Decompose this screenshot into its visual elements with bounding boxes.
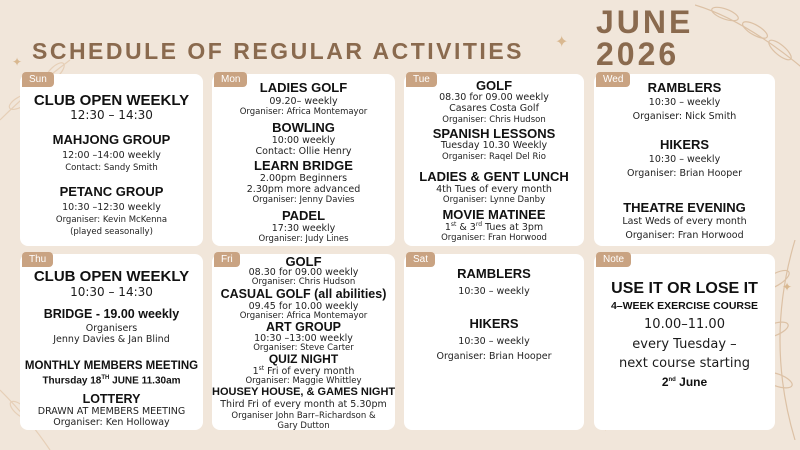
year-label: 2026 (596, 36, 680, 72)
activity-title: CASUAL GOLF (all abilities) (220, 287, 387, 301)
activity-time: 10:30 – 14:30 (70, 285, 153, 299)
activity-organiser: Organiser: Africa Montemayor (239, 107, 368, 117)
activity-contact: Contact: Ollie Henry (255, 146, 352, 157)
activity-title: HIKERS (659, 137, 710, 152)
activity-organiser: Organiser: Jenny Davies (252, 195, 355, 205)
activity-time: 10:30 – weekly (648, 97, 721, 108)
activity-time: Thursday 18TH JUNE 11.30am (42, 375, 181, 387)
activity-organiser: Organiser John Barr–Richardson & (231, 411, 376, 421)
day-card-fri (212, 254, 395, 430)
activity-organiser: Organiser: Steve Carter (253, 343, 354, 353)
activity-time: 10:30 – weekly (648, 154, 721, 165)
activity-time: 2.30pm more advanced (246, 184, 361, 195)
activity-title: CLUB OPEN WEEKLY (33, 92, 190, 109)
activity-time: Third Fri of every month at 5.30pm (220, 399, 387, 410)
activity-organiser: Organiser: Judy Lines (258, 234, 349, 244)
activity-organiser: Organiser: Maggie Whittley (245, 376, 362, 386)
activity-organiser: Organiser: Kevin McKenna (55, 215, 168, 225)
activity-time: Tuesday 10.30 Weekly (440, 140, 548, 151)
activity-title: RAMBLERS (457, 266, 531, 281)
note-subtitle: 4–WEEK EXERCISE COURSE (610, 300, 759, 312)
day-card-sat (404, 254, 584, 430)
activity-time: 1st Fri of every month (252, 365, 355, 378)
activity-organiser: Gary Dutton (277, 421, 330, 431)
activity-contact: Contact: Sandy Smith (65, 163, 158, 173)
day-card-mon (212, 74, 395, 246)
sparkle-icon: ✦ (782, 280, 793, 294)
activity-time: 12:30 – 14:30 (70, 108, 153, 122)
activity-title: PETANC GROUP (59, 184, 164, 199)
note-time: 10.00–11.00 (644, 317, 725, 332)
activity-time: 10:30 – weekly (458, 336, 530, 347)
note-title: USE IT OR LOSE IT (611, 280, 758, 297)
activity-title: CLUB OPEN WEEKLY (33, 268, 190, 285)
activity-time: 09.20– weekly (269, 96, 338, 107)
activity-organiser: Organiser: Chris Hudson (442, 115, 546, 125)
day-tab: Mon (214, 72, 247, 87)
activity-time: Last Weds of every month (622, 216, 747, 227)
page-title: SCHEDULE OF REGULAR ACTIVITIES (32, 38, 524, 64)
activity-time: 17:30 weekly (271, 223, 336, 234)
activity-time: 08.30 for 09.00 weekly (439, 92, 549, 103)
activity-time: 10:00 weekly (271, 135, 336, 146)
activity-title: MAHJONG GROUP (52, 132, 171, 147)
day-tab: Sun (22, 72, 54, 87)
activity-title: HIKERS (469, 316, 519, 331)
activity-title: RAMBLERS (647, 80, 722, 95)
activity-organiser: Organiser: Brian Hooper (627, 168, 742, 179)
activity-organiser: Organiser: Fran Horwood (441, 233, 547, 243)
activity-title: LEARN BRIDGE (254, 158, 353, 173)
day-tab: Sat (406, 252, 435, 267)
activity-organiser: Jenny Davies & Jan Blind (53, 334, 170, 345)
activity-time: 09.45 for 10.00 weekly (248, 301, 359, 312)
activity-time: 08.30 for 09.00 weekly (248, 267, 359, 278)
activity-place: Casares Costa Golf (449, 103, 539, 114)
activity-title: SPANISH LESSONS (432, 126, 556, 141)
activity-title: ART GROUP (266, 320, 341, 334)
day-tab: Thu (22, 252, 53, 267)
activity-organiser: Organiser: Brian Hooper (436, 351, 552, 362)
activity-title: GOLF (475, 78, 513, 93)
day-card-thu (20, 254, 203, 430)
activity-title: BOWLING (272, 120, 335, 135)
activity-organiser: Organiser: Fran Horwood (625, 230, 744, 241)
activity-title: LADIES & GENT LUNCH (419, 169, 569, 184)
activity-title: HOUSEY HOUSE, & GAMES NIGHT (212, 386, 396, 398)
activity-note: (played seasonally) (70, 227, 153, 237)
activity-title: MOVIE MATINEE (442, 207, 546, 222)
activity-title: THEATRE EVENING (623, 200, 746, 215)
activity-organiser: Organiser: Africa Montemayor (239, 311, 368, 321)
day-card-sun (20, 74, 203, 246)
day-card-wed (594, 74, 775, 246)
activity-title: BRIDGE - 19.00 weekly (43, 307, 180, 321)
sparkle-icon: ✦ (555, 32, 569, 51)
leaf-decoration-top-right (695, 0, 800, 80)
day-tab: Tue (406, 72, 437, 87)
day-card-tue (404, 74, 584, 246)
note-line: every Tuesday – (632, 337, 737, 352)
month-label: JUNE (596, 4, 694, 40)
activity-note: DRAWN AT MEMBERS MEETING (37, 406, 186, 417)
activity-organiser: Organiser: Nick Smith (632, 111, 737, 122)
activity-title: GOLF (285, 254, 322, 269)
note-line: next course starting (619, 356, 750, 371)
sparkle-icon: ✦ (12, 55, 23, 69)
activity-title: MONTHLY MEMBERS MEETING (24, 360, 199, 372)
activity-title: LOTTERY (82, 392, 141, 406)
day-tab: Fri (214, 252, 240, 267)
activity-title: PADEL (281, 208, 326, 223)
activity-time: 10:30 –12:30 weekly (62, 202, 161, 213)
note-card (594, 254, 775, 430)
activity-time: 1st & 3rd Tues at 3pm (444, 221, 544, 234)
activity-time: 10:30 –13:00 weekly (254, 333, 353, 344)
note-date: 2nd June (661, 375, 708, 389)
activity-organiser-label: Organisers (85, 323, 138, 334)
day-tab: Wed (596, 72, 630, 87)
activity-time: 10:30 – weekly (458, 286, 530, 297)
activity-time: 2.00pm Beginners (259, 173, 348, 184)
activity-organiser: Organiser: Lynne Danby (442, 195, 546, 205)
activity-time: 12:00 –14:00 weekly (62, 150, 161, 161)
activity-organiser: Organiser: Raqel Del Rio (442, 152, 546, 162)
month-year (596, 6, 693, 70)
activity-title: LADIES GOLF (259, 80, 348, 95)
activity-time: 4th Tues of every month (436, 184, 552, 195)
activity-organiser: Organiser: Chris Hudson (251, 277, 356, 287)
activity-organiser: Organiser: Ken Holloway (53, 417, 170, 428)
activity-title: QUIZ NIGHT (268, 352, 339, 366)
day-tab: Note (596, 252, 631, 267)
